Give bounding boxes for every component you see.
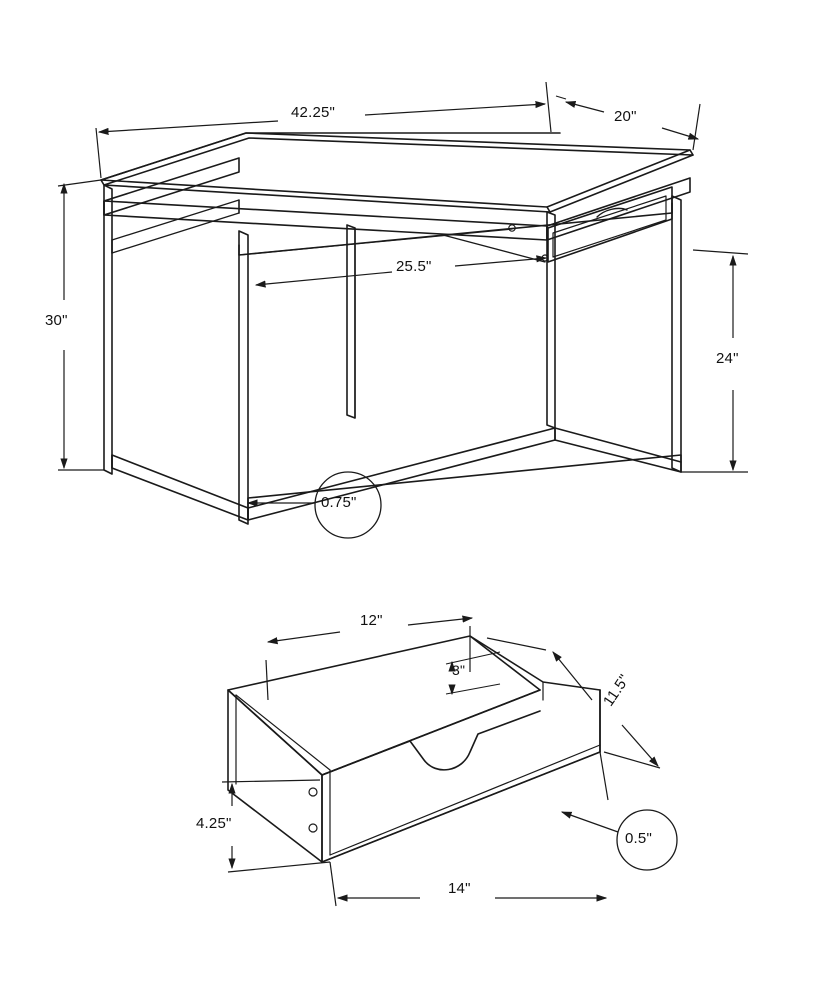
dimension-label-desk-clearance: 24"	[716, 350, 739, 367]
dimension-label-drawer-depth: 11.5"	[600, 671, 634, 710]
dimension-label-desk-depth: 20"	[614, 108, 637, 125]
dimension-label-drawer-front-height: 4.25"	[196, 815, 232, 832]
dimension-label-drawer-inner-height: 3"	[452, 662, 466, 678]
drawer-dimension-lines	[222, 618, 677, 906]
desk-outline	[101, 133, 693, 524]
drawer-outline	[228, 636, 600, 862]
dimension-label-desk-height: 30"	[45, 312, 68, 329]
dimension-label-drawer-front-width: 14"	[448, 880, 471, 897]
dimension-label-desk-thickness: 0.75"	[321, 494, 357, 511]
dimension-label-desk-inner-width: 25.5"	[396, 258, 432, 275]
dimension-label-drawer-thickness: 0.5"	[625, 830, 652, 847]
desk-dimension-lines	[58, 82, 748, 538]
dimension-label-desk-width: 42.25"	[291, 104, 336, 121]
dimension-label-drawer-inner-width: 12"	[360, 612, 383, 629]
